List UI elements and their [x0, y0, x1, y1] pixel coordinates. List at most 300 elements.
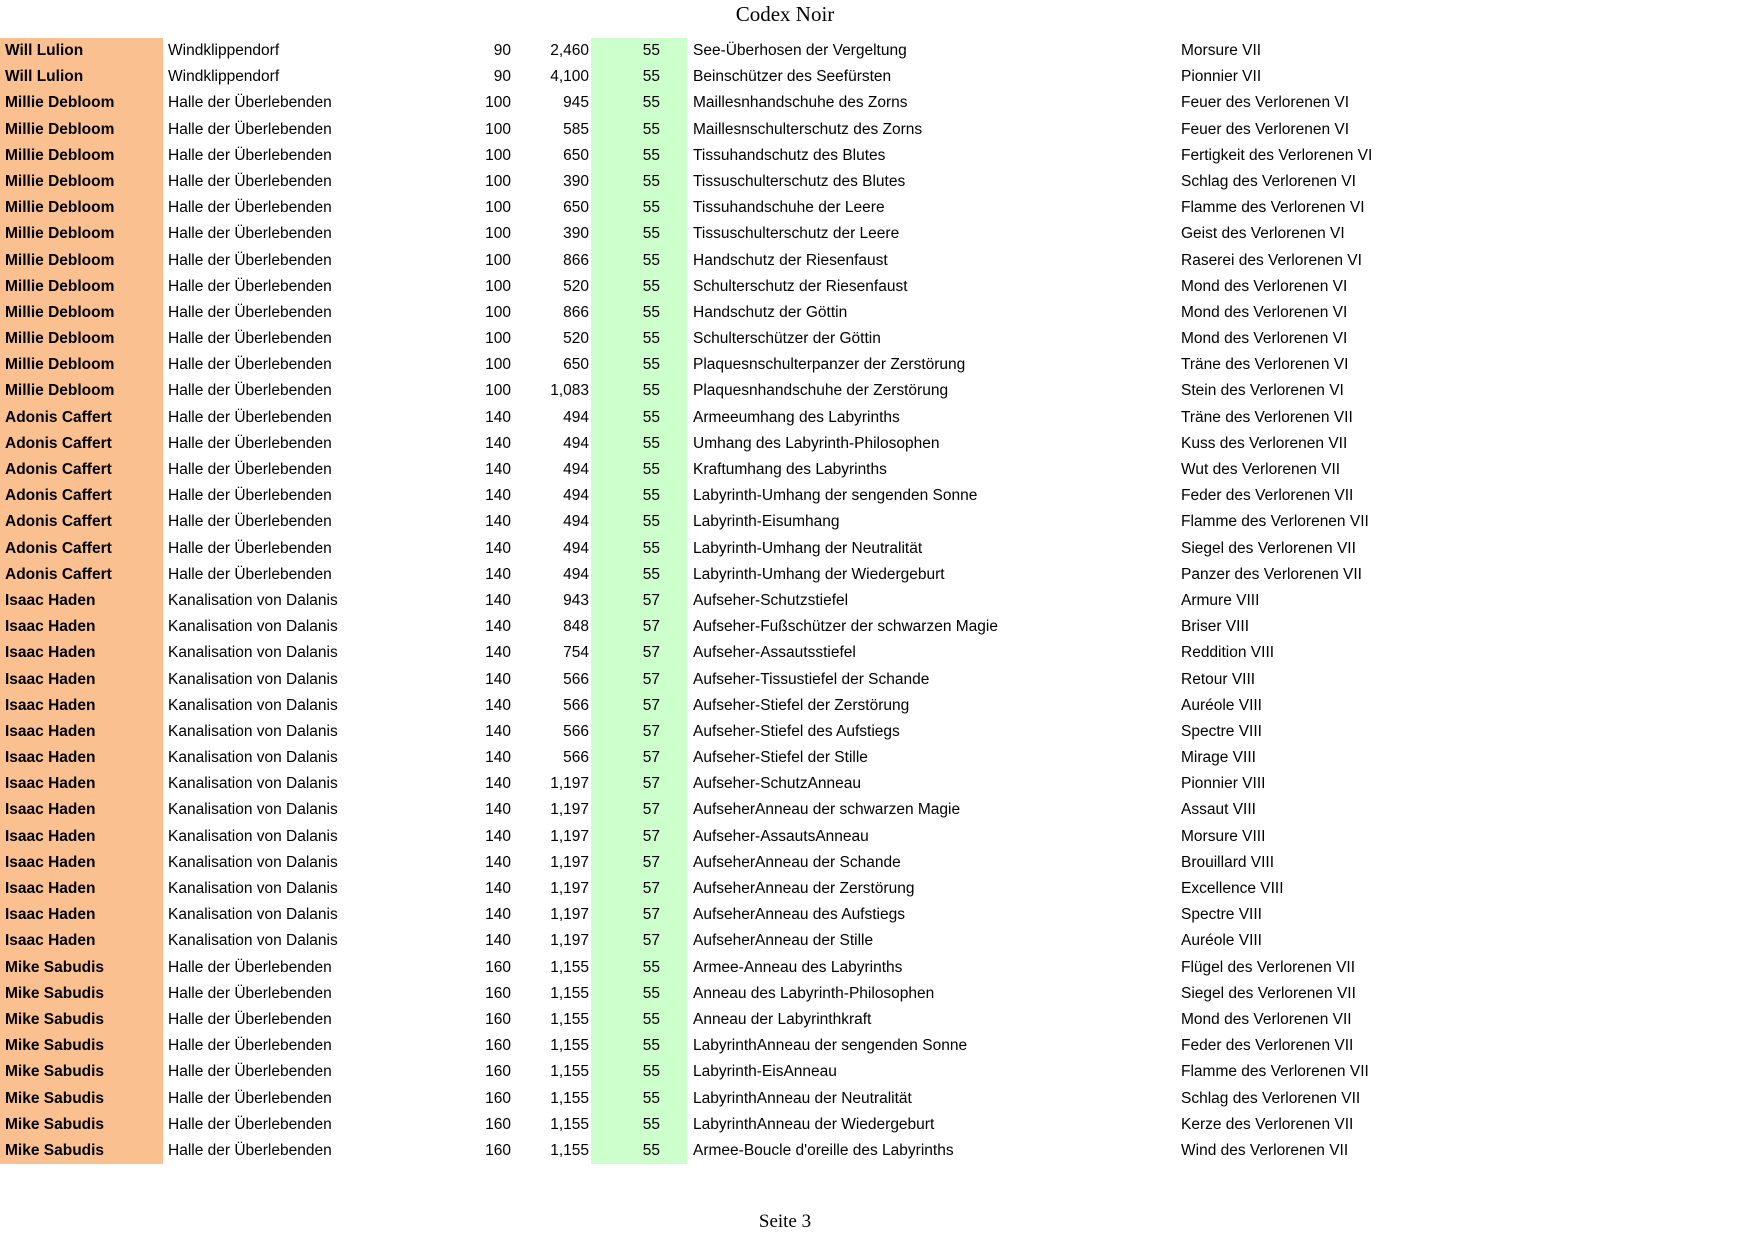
- cell-item: Aufseher-Stiefel des Aufstiegs: [693, 722, 900, 740]
- cell-location: Halle der Überlebenden: [168, 984, 332, 1002]
- cell-effect: Feuer des Verlorenen VI: [1181, 94, 1350, 112]
- cell-cost: 1,197: [550, 906, 589, 924]
- table-row: [0, 693, 1754, 719]
- cell-cost: 1,155: [550, 1089, 589, 1107]
- cell-item: Aufseher-Stiefel der Stille: [693, 749, 868, 767]
- cell-item: AufseherAnneau der Zerstörung: [693, 880, 915, 897]
- table-row: [0, 431, 1754, 457]
- cell-location: Kanalisation von Dalanis: [168, 906, 338, 924]
- cell-name: Millie Debloom: [0, 274, 163, 300]
- cell-zone: 55: [591, 981, 687, 1007]
- cell-effect: Wind des Verlorenen VII: [1181, 1141, 1349, 1159]
- cell-level: 100: [485, 172, 511, 190]
- cell-cost: 1,155: [550, 1010, 589, 1028]
- cell-item: Aufseher-Schutzstiefel: [693, 591, 849, 609]
- cell-zone: 55: [591, 38, 687, 64]
- cell-cost: 650: [563, 356, 589, 374]
- cell-level: 100: [485, 277, 511, 295]
- cell-item: See-Überhosen der Vergeltung: [693, 42, 907, 59]
- cell-zone: 55: [591, 483, 687, 509]
- cell-zone: 55: [591, 221, 687, 247]
- table-row: [0, 64, 1754, 90]
- table-row: [0, 850, 1754, 876]
- cell-location: Kanalisation von Dalanis: [168, 722, 338, 740]
- table-row: [0, 248, 1754, 274]
- cell-cost: 1,197: [550, 775, 589, 793]
- cell-cost: 650: [563, 199, 589, 217]
- cell-item: AufseherAnneau der Schande: [693, 853, 901, 871]
- cell-location: Kanalisation von Dalanis: [168, 749, 338, 767]
- cell-level: 100: [485, 225, 511, 243]
- cell-cost: 520: [563, 277, 589, 295]
- cell-cost: 1,155: [550, 984, 589, 1002]
- codex-table: [0, 38, 1754, 1164]
- cell-cost: 1,155: [550, 958, 589, 976]
- cell-name: Millie Debloom: [0, 378, 163, 404]
- cell-level: 140: [485, 722, 511, 740]
- cell-effect: Feder des Verlorenen VII: [1181, 487, 1354, 505]
- cell-location: Halle der Überlebenden: [168, 277, 332, 295]
- cell-zone: 55: [591, 378, 687, 404]
- cell-cost: 566: [563, 722, 589, 740]
- cell-cost: 1,155: [550, 1141, 589, 1159]
- cell-name: Adonis Caffert: [0, 431, 163, 457]
- cell-name: Isaac Haden: [0, 902, 163, 928]
- cell-cost: 494: [563, 461, 589, 478]
- table-row: [0, 195, 1754, 221]
- table-row: [0, 981, 1754, 1007]
- cell-item: Aufseher-Fußschützer der schwarzen Magie: [693, 618, 998, 636]
- cell-name: Adonis Caffert: [0, 457, 163, 483]
- cell-level: 140: [485, 749, 511, 767]
- cell-zone: 57: [591, 902, 687, 928]
- cell-name: Will Lulion: [0, 38, 163, 64]
- table-row: [0, 300, 1754, 326]
- table-row: [0, 1059, 1754, 1085]
- table-row: [0, 588, 1754, 614]
- cell-item: Tissuschulterschutz der Leere: [693, 225, 900, 243]
- cell-location: Kanalisation von Dalanis: [168, 591, 338, 609]
- cell-item: Aufseher-Stiefel der Zerstörung: [693, 696, 910, 714]
- cell-effect: Schlag des Verlorenen VII: [1181, 1089, 1361, 1107]
- cell-item: AufseherAnneau der schwarzen Magie: [693, 801, 961, 819]
- cell-cost: 754: [563, 644, 589, 662]
- cell-name: Isaac Haden: [0, 850, 163, 876]
- cell-level: 140: [485, 906, 511, 924]
- cell-cost: 520: [563, 330, 589, 348]
- cell-location: Halle der Überlebenden: [168, 303, 332, 321]
- cell-effect: Morsure VII: [1181, 42, 1262, 59]
- cell-name: Mike Sabudis: [0, 1033, 163, 1059]
- cell-item: Aufseher-AssautsAnneau: [693, 827, 869, 845]
- cell-level: 160: [485, 1010, 511, 1028]
- cell-zone: 55: [591, 405, 687, 431]
- cell-effect: Kerze des Verlorenen VII: [1181, 1115, 1354, 1133]
- cell-item: Schulterschutz der Riesenfaust: [693, 277, 908, 295]
- cell-name: Isaac Haden: [0, 928, 163, 954]
- table-row: [0, 352, 1754, 378]
- cell-cost: 494: [563, 408, 589, 426]
- cell-item: Labyrinth-Umhang der Wiedergeburt: [693, 565, 945, 583]
- cell-zone: 57: [591, 824, 687, 850]
- cell-level: 140: [485, 670, 511, 688]
- cell-cost: 2,460: [550, 42, 589, 59]
- cell-name: Millie Debloom: [0, 169, 163, 195]
- cell-effect: Fertigkeit des Verlorenen VI: [1181, 146, 1373, 164]
- cell-name: Millie Debloom: [0, 326, 163, 352]
- cell-effect: Stein des Verlorenen VI: [1181, 382, 1344, 400]
- cell-effect: Mond des Verlorenen VI: [1181, 277, 1348, 295]
- cell-zone: 55: [591, 457, 687, 483]
- cell-item: LabyrinthAnneau der Neutralität: [693, 1089, 912, 1107]
- cell-location: Halle der Überlebenden: [168, 408, 332, 426]
- cell-level: 140: [485, 932, 511, 950]
- cell-zone: 57: [591, 745, 687, 771]
- cell-level: 100: [485, 356, 511, 374]
- cell-item: Handschutz der Riesenfaust: [693, 251, 888, 269]
- cell-name: Millie Debloom: [0, 248, 163, 274]
- cell-level: 160: [485, 1037, 511, 1055]
- cell-location: Halle der Überlebenden: [168, 1141, 332, 1159]
- cell-effect: Panzer des Verlorenen VII: [1181, 565, 1362, 583]
- table-row: [0, 1007, 1754, 1033]
- cell-level: 140: [485, 487, 511, 505]
- cell-item: Labyrinth-Eisumhang: [693, 513, 840, 531]
- cell-effect: Assaut VIII: [1181, 801, 1256, 819]
- cell-level: 140: [485, 827, 511, 845]
- cell-item: AufseherAnneau des Aufstiegs: [693, 906, 905, 924]
- table-row: [0, 117, 1754, 143]
- cell-name: Isaac Haden: [0, 719, 163, 745]
- cell-item: Beinschützer des Seefürsten: [693, 68, 892, 86]
- cell-name: Mike Sabudis: [0, 955, 163, 981]
- cell-effect: Auréole VIII: [1181, 696, 1262, 714]
- cell-cost: 1,083: [550, 382, 589, 400]
- cell-name: Isaac Haden: [0, 588, 163, 614]
- cell-level: 140: [485, 461, 511, 478]
- cell-name: Isaac Haden: [0, 667, 163, 693]
- cell-zone: 55: [591, 1086, 687, 1112]
- cell-name: Isaac Haden: [0, 771, 163, 797]
- table-row: [0, 457, 1754, 483]
- cell-location: Halle der Überlebenden: [168, 251, 332, 269]
- cell-zone: 55: [591, 352, 687, 378]
- table-row: [0, 405, 1754, 431]
- cell-item: Labyrinth-Umhang der sengenden Sonne: [693, 487, 978, 505]
- cell-item: Aufseher-SchutzAnneau: [693, 775, 862, 793]
- cell-effect: Brouillard VIII: [1181, 853, 1275, 871]
- cell-zone: 55: [591, 1138, 687, 1164]
- cell-cost: 866: [563, 303, 589, 321]
- cell-level: 140: [485, 434, 511, 452]
- cell-zone: 55: [591, 431, 687, 457]
- cell-cost: 943: [563, 591, 589, 609]
- cell-effect: Auréole VIII: [1181, 932, 1262, 950]
- cell-level: 100: [485, 303, 511, 321]
- cell-cost: 494: [563, 513, 589, 531]
- page-title: Codex Noir: [735, 2, 835, 26]
- cell-location: Halle der Überlebenden: [168, 356, 332, 374]
- table-row: [0, 169, 1754, 195]
- cell-zone: 55: [591, 1033, 687, 1059]
- cell-name: Isaac Haden: [0, 876, 163, 902]
- table-row: [0, 797, 1754, 823]
- cell-effect: Morsure VIII: [1181, 827, 1266, 845]
- cell-name: Mike Sabudis: [0, 981, 163, 1007]
- cell-name: Isaac Haden: [0, 693, 163, 719]
- cell-cost: 848: [563, 618, 589, 636]
- cell-effect: Pionnier VII: [1181, 68, 1262, 86]
- cell-name: Adonis Caffert: [0, 562, 163, 588]
- cell-zone: 57: [591, 614, 687, 640]
- table-row: [0, 221, 1754, 247]
- cell-cost: 566: [563, 670, 589, 688]
- cell-name: Millie Debloom: [0, 352, 163, 378]
- table-row: [0, 38, 1754, 64]
- cell-name: Adonis Caffert: [0, 405, 163, 431]
- cell-name: Mike Sabudis: [0, 1059, 163, 1085]
- cell-cost: 1,197: [550, 801, 589, 819]
- cell-cost: 585: [563, 120, 589, 138]
- cell-cost: 1,197: [550, 880, 589, 897]
- cell-cost: 945: [563, 94, 589, 112]
- cell-cost: 1,197: [550, 827, 589, 845]
- table-row: [0, 536, 1754, 562]
- cell-item: Schulterschützer der Göttin: [693, 330, 881, 348]
- table-row: [0, 1138, 1754, 1164]
- table-row: [0, 928, 1754, 954]
- cell-item: Tissuschulterschutz des Blutes: [693, 172, 906, 190]
- cell-location: Halle der Überlebenden: [168, 199, 332, 217]
- cell-cost: 4,100: [550, 68, 589, 86]
- cell-cost: 1,197: [550, 853, 589, 871]
- cell-zone: 55: [591, 562, 687, 588]
- cell-item: LabyrinthAnneau der Wiedergeburt: [693, 1115, 935, 1133]
- cell-effect: Schlag des Verlorenen VI: [1181, 172, 1356, 190]
- cell-name: Millie Debloom: [0, 117, 163, 143]
- cell-name: Adonis Caffert: [0, 509, 163, 535]
- cell-name: Millie Debloom: [0, 143, 163, 169]
- cell-level: 90: [493, 68, 511, 86]
- cell-location: Halle der Überlebenden: [168, 146, 332, 164]
- cell-zone: 55: [591, 300, 687, 326]
- cell-location: Halle der Überlebenden: [168, 94, 332, 112]
- table-row: [0, 771, 1754, 797]
- cell-location: Halle der Überlebenden: [168, 1115, 332, 1133]
- cell-location: Halle der Überlebenden: [168, 565, 332, 583]
- table-row: [0, 1112, 1754, 1138]
- cell-level: 100: [485, 382, 511, 400]
- cell-cost: 1,155: [550, 1037, 589, 1055]
- cell-name: Adonis Caffert: [0, 536, 163, 562]
- cell-zone: 57: [591, 771, 687, 797]
- table-row: [0, 509, 1754, 535]
- cell-item: Plaquesnhandschuhe der Zerstörung: [693, 382, 949, 400]
- cell-effect: Feder des Verlorenen VII: [1181, 1037, 1354, 1055]
- cell-cost: 494: [563, 539, 589, 557]
- cell-location: Halle der Überlebenden: [168, 225, 332, 243]
- cell-zone: 57: [591, 928, 687, 954]
- cell-name: Millie Debloom: [0, 90, 163, 116]
- cell-cost: 494: [563, 487, 589, 505]
- cell-zone: 55: [591, 195, 687, 221]
- cell-location: Kanalisation von Dalanis: [168, 618, 338, 636]
- cell-name: Mike Sabudis: [0, 1007, 163, 1033]
- cell-level: 140: [485, 880, 511, 897]
- cell-location: Kanalisation von Dalanis: [168, 853, 338, 871]
- table-row: [0, 955, 1754, 981]
- cell-cost: 1,155: [550, 1115, 589, 1133]
- cell-cost: 390: [563, 225, 589, 243]
- cell-zone: 55: [591, 274, 687, 300]
- cell-location: Halle der Überlebenden: [168, 330, 332, 348]
- cell-name: Mike Sabudis: [0, 1112, 163, 1138]
- cell-level: 100: [485, 146, 511, 164]
- table-row: [0, 1086, 1754, 1112]
- cell-zone: 57: [591, 719, 687, 745]
- cell-level: 140: [485, 618, 511, 636]
- table-row: [0, 667, 1754, 693]
- cell-name: Isaac Haden: [0, 824, 163, 850]
- cell-location: Halle der Überlebenden: [168, 958, 332, 976]
- cell-cost: 866: [563, 251, 589, 269]
- cell-level: 160: [485, 1063, 511, 1081]
- cell-zone: 57: [591, 693, 687, 719]
- table-row: [0, 824, 1754, 850]
- cell-level: 100: [485, 94, 511, 112]
- cell-zone: 55: [591, 117, 687, 143]
- cell-level: 160: [485, 958, 511, 976]
- cell-effect: Flügel des Verlorenen VII: [1181, 958, 1356, 976]
- table-row: [0, 719, 1754, 745]
- cell-level: 140: [485, 696, 511, 714]
- cell-zone: 55: [591, 143, 687, 169]
- cell-effect: Raserei des Verlorenen VI: [1181, 251, 1362, 269]
- cell-location: Halle der Überlebenden: [168, 172, 332, 190]
- cell-item: Armee-Anneau des Labyrinths: [693, 958, 903, 976]
- cell-level: 100: [485, 199, 511, 217]
- cell-effect: Retour VIII: [1181, 670, 1256, 688]
- cell-cost: 494: [563, 434, 589, 452]
- cell-effect: Briser VIII: [1181, 618, 1250, 636]
- cell-location: Halle der Überlebenden: [168, 120, 332, 138]
- cell-level: 140: [485, 408, 511, 426]
- cell-cost: 566: [563, 749, 589, 767]
- cell-effect: Spectre VIII: [1181, 722, 1262, 740]
- cell-name: Mike Sabudis: [0, 1086, 163, 1112]
- table-row: [0, 90, 1754, 116]
- cell-location: Halle der Überlebenden: [168, 1063, 332, 1081]
- cell-level: 160: [485, 1141, 511, 1159]
- cell-item: Labyrinth-Umhang der Neutralität: [693, 539, 923, 557]
- cell-location: Halle der Überlebenden: [168, 513, 332, 531]
- cell-effect: Siegel des Verlorenen VII: [1181, 539, 1356, 557]
- cell-effect: Flamme des Verlorenen VI: [1181, 199, 1365, 217]
- cell-name: Isaac Haden: [0, 797, 163, 823]
- cell-cost: 494: [563, 565, 589, 583]
- cell-zone: 57: [591, 797, 687, 823]
- cell-name: Millie Debloom: [0, 300, 163, 326]
- cell-location: Kanalisation von Dalanis: [168, 827, 338, 845]
- cell-zone: 57: [591, 640, 687, 666]
- cell-effect: Mond des Verlorenen VII: [1181, 1010, 1352, 1028]
- cell-zone: 57: [591, 667, 687, 693]
- cell-item: Kraftumhang des Labyrinths: [693, 461, 887, 478]
- cell-level: 100: [485, 330, 511, 348]
- table-row: [0, 614, 1754, 640]
- cell-cost: 566: [563, 696, 589, 714]
- cell-effect: Feuer des Verlorenen VI: [1181, 120, 1350, 138]
- cell-location: Halle der Überlebenden: [168, 434, 332, 452]
- cell-name: Millie Debloom: [0, 195, 163, 221]
- cell-zone: 55: [591, 64, 687, 90]
- cell-location: Halle der Überlebenden: [168, 539, 332, 557]
- cell-effect: Flamme des Verlorenen VII: [1181, 513, 1369, 531]
- cell-effect: Träne des Verlorenen VI: [1181, 356, 1349, 374]
- cell-effect: Flamme des Verlorenen VII: [1181, 1063, 1369, 1081]
- cell-level: 100: [485, 251, 511, 269]
- table-row: [0, 326, 1754, 352]
- cell-location: Halle der Überlebenden: [168, 1037, 332, 1055]
- cell-effect: Armure VIII: [1181, 591, 1260, 609]
- cell-level: 140: [485, 644, 511, 662]
- cell-location: Windklippendorf: [168, 68, 280, 86]
- cell-zone: 55: [591, 90, 687, 116]
- cell-effect: Siegel des Verlorenen VII: [1181, 984, 1356, 1002]
- cell-name: Adonis Caffert: [0, 483, 163, 509]
- cell-zone: 55: [591, 248, 687, 274]
- cell-item: Handschutz der Göttin: [693, 303, 848, 321]
- cell-location: Halle der Überlebenden: [168, 1010, 332, 1028]
- cell-item: Anneau der Labyrinthkraft: [693, 1010, 872, 1028]
- cell-location: Kanalisation von Dalanis: [168, 801, 338, 819]
- cell-cost: 1,197: [550, 932, 589, 950]
- cell-effect: Geist des Verlorenen VI: [1181, 225, 1345, 243]
- cell-level: 140: [485, 565, 511, 583]
- cell-level: 160: [485, 984, 511, 1002]
- cell-location: Kanalisation von Dalanis: [168, 880, 338, 897]
- cell-item: Labyrinth-EisAnneau: [693, 1063, 837, 1081]
- cell-effect: Mond des Verlorenen VI: [1181, 330, 1348, 348]
- page-number: Seite 3: [758, 1211, 812, 1232]
- table-row: [0, 640, 1754, 666]
- table-row: [0, 902, 1754, 928]
- cell-name: Will Lulion: [0, 64, 163, 90]
- cell-effect: Wut des Verlorenen VII: [1181, 461, 1341, 478]
- cell-location: Halle der Überlebenden: [168, 382, 332, 400]
- cell-cost: 1,155: [550, 1063, 589, 1081]
- cell-level: 100: [485, 120, 511, 138]
- cell-zone: 57: [591, 850, 687, 876]
- cell-location: Kanalisation von Dalanis: [168, 932, 338, 950]
- cell-item: AufseherAnneau der Stille: [693, 932, 874, 950]
- cell-effect: Mirage VIII: [1181, 749, 1256, 767]
- table-row: [0, 745, 1754, 771]
- cell-location: Kanalisation von Dalanis: [168, 775, 338, 793]
- cell-level: 160: [485, 1115, 511, 1133]
- table-row: [0, 876, 1754, 902]
- cell-zone: 55: [591, 326, 687, 352]
- cell-cost: 650: [563, 146, 589, 164]
- cell-item: LabyrinthAnneau der sengenden Sonne: [693, 1037, 968, 1055]
- cell-effect: Pionnier VIII: [1181, 775, 1266, 793]
- cell-name: Mike Sabudis: [0, 1138, 163, 1164]
- cell-zone: 57: [591, 876, 687, 902]
- cell-level: 140: [485, 591, 511, 609]
- cell-location: Halle der Überlebenden: [168, 1089, 332, 1107]
- table-row: [0, 274, 1754, 300]
- cell-zone: 55: [591, 169, 687, 195]
